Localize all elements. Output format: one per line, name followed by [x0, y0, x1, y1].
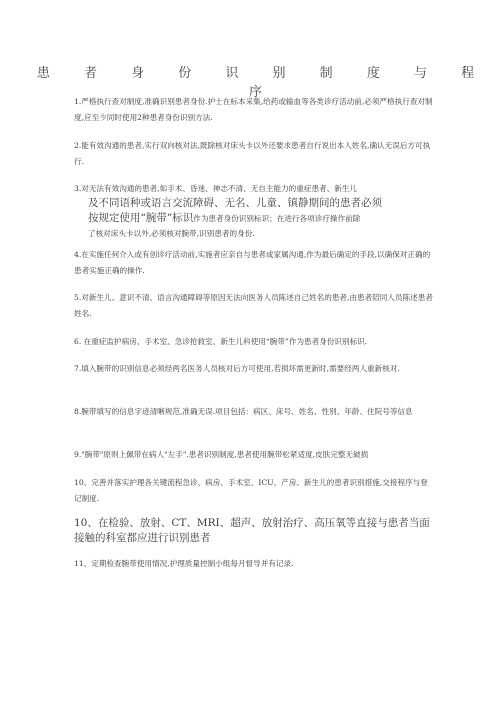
paragraph-5: 5.对新生儿、意识不清、语言沟通障碍等原因无法向医务人员陈述自己姓名的患者,由患者陪同人员陈述患者姓名.: [74, 293, 433, 318]
paragraph-3-line-4: 了核对床头卡以外,必须核对腕带,识别患者的身份.: [88, 229, 255, 238]
paragraph-6: 6. 在重症监护病房、手术室、急诊抢救室、新生儿科使用“腕带”作为患者身份识别标识.: [74, 337, 368, 346]
paragraph-8: 8.腕带填写的信息字迹清晰规范,准确无误.项目包括：病区、床号、姓名、性别、年龄、住院号等信息: [74, 407, 413, 416]
paragraph-1: 1.严格执行查对制度,准确识别患者身份.护士在标本采集,给药或输血等各类诊疗活动前,必须严格执行查对制度,应至少同时使用2种患者身份识别方法.: [74, 97, 433, 122]
paragraph-10: 10、完善并落实护理各关键流程急诊、病房、手术室、ICU、产房、新生儿的患者识别措施,交接程序与登记制度.: [74, 478, 428, 503]
paragraph-3-line-3: 作为患者身份识别标识；在进行各项诊疗操作前除: [193, 214, 361, 223]
paragraph-2: 2.能有效沟通的患者,实行双向核对法,既除核对床头卡以外还要求患者自行说出本人姓名,确认无误后方可执行.: [74, 141, 431, 166]
paragraph-3: [74, 181, 434, 241]
paragraph-3-line-1: 3.对无法有效沟通的患者,如手术、昏迷、神志不清、无自主能力的重症患者、新生儿: [74, 184, 358, 193]
paragraph-11: 10、在检验、放射、CT、MRI、超声、放射治疗、高压氧等直接与患者当面接触的科室都应进行识别患者: [74, 517, 430, 544]
page-title: 患 者 身 份 识 别 制 度 与 程 序: [36, 66, 490, 100]
paragraph-3-line-3-emphasis: 按规定使用“腕带”标识: [88, 212, 194, 224]
paragraph-7: 7.填入腕带的识别信息必须经两名医务人员核对后方可使用,若损坏需更新时,需要经两人重新核对.: [74, 364, 400, 373]
paragraph-3-line-2: 及不同语种或语言交流障碍、无名、儿童、镇静期间的患者必须: [88, 197, 382, 209]
paragraph-9: 9."腕带"原则上佩带在病人"左手".患者识别制度,患者使用腕带松紧适度,皮肤完整无破损: [74, 450, 369, 459]
paragraph-4: 4.在实施任何介入或有创诊疗活动前,实施者应亲自与患者或家属沟通,作为最后确定的手段,以确保对正确的患者实施正确的操作.: [74, 250, 431, 275]
paragraph-12: 11、定期检查腕带使用情况,护理质量控制小组每月督导并有记录.: [74, 559, 294, 568]
